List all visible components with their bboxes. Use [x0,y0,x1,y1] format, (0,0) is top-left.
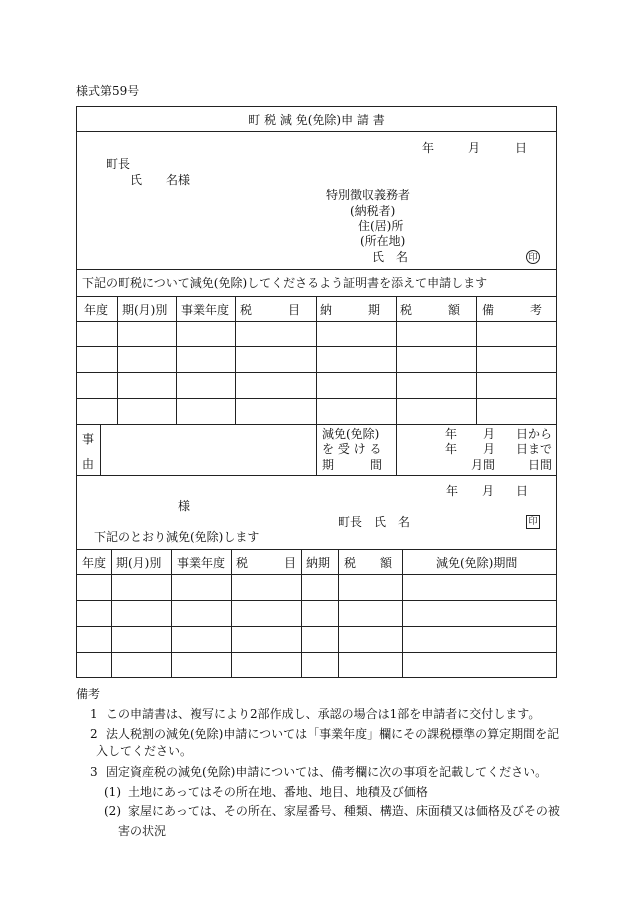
table-rule [396,296,397,424]
app-col-tax-item: 税 目 [240,303,301,317]
notice-seal: 印 [526,515,540,529]
remark-3-sub1-number: (1) [104,785,121,799]
period-to-year: 年 [445,442,458,456]
remark-3-sub2-number: (2) [104,804,121,818]
period-months: 月間 [471,458,496,472]
remark-2-text-line1: 法人税割の減免(免除)申請については「事業年度」欄にその課税標準の算定期間を記 [106,727,560,741]
app-col-due-date: 納 期 [320,303,381,317]
period-days: 日間 [528,458,553,472]
table-rule [76,600,557,601]
period-from-month: 月 [483,427,496,441]
remark-3-number: 3 [90,765,98,779]
applicant-label-address: 住(居)所 [358,219,404,233]
applicant-label-taxpayer: (納税者) [350,204,396,218]
addressee-name: 氏 名様 [130,173,191,187]
table-rule [402,549,403,678]
table-rule [76,652,557,653]
notice-addressee: 様 [178,499,191,513]
table-rule [100,424,101,476]
remark-2-text-line2: 入してください。 [96,744,193,758]
table-rule [476,296,477,424]
table-rule [338,549,339,678]
notice-col-period: 期(月)別 [116,556,162,570]
application-title: 町 税 減 免(免除)申 請 書 [248,113,385,127]
table-rule [76,574,557,575]
remark-3-text: 固定資産税の減免(免除)申請については、備考欄に次の事項を記載してください。 [106,765,548,779]
app-col-tax-amount: 税 額 [400,303,461,317]
period-from-year: 年 [445,427,458,441]
notice-col-due-date: 納期 [306,556,331,570]
table-rule [117,296,118,424]
period-label-2: を 受 け る [322,442,382,456]
period-to-month: 月 [483,442,496,456]
application-date-month-label: 月 [468,141,481,155]
notice-form [76,475,557,678]
notice-issuer: 町長 氏 名 [338,515,411,529]
table-rule [231,549,232,678]
divider [76,269,557,270]
application-date-day-label: 日 [515,141,528,155]
table-rule [301,549,302,678]
applicant-seal: 印 [526,250,540,264]
table-rule [76,626,557,627]
applicant-label-withholder: 特別徴収義務者 [326,188,411,202]
table-rule [111,549,112,678]
remark-3-sub2-text-line1: 家屋にあっては、その所在、家屋番号、種類、構造、床面積又は価格及びその被 [128,804,560,818]
app-col-fiscal-year: 年度 [84,303,109,317]
period-label-1: 減免(免除) [322,427,380,441]
app-col-business-year: 事業年度 [181,303,230,317]
table-rule [171,549,172,678]
remark-1-text: この申請書は、複写により2部作成し、承認の場合は1部を申請者に交付します。 [106,707,541,721]
addressee-mayor: 町長 [106,157,131,171]
notice-statement: 下記のとおり減免(免除)します [94,530,260,544]
remark-3-sub2-text-line2: 害の状況 [118,824,167,838]
notice-col-business-year: 事業年度 [177,556,226,570]
reason-label-2: 由 [82,457,95,471]
remarks-heading: 備考 [76,687,101,701]
notice-date-month-label: 月 [482,484,495,498]
notice-date-year-label: 年 [446,484,459,498]
table-rule [396,424,397,476]
table-rule [316,296,317,476]
notice-col-fiscal-year: 年度 [82,556,107,570]
divider [76,549,557,550]
remark-3-sub1-text: 土地にあってはその所在地、番地、地目、地積及び価格 [128,785,428,799]
divider [76,131,557,132]
form-number: 様式第59号 [76,84,140,98]
app-col-remarks: 備 考 [482,303,543,317]
notice-col-tax-amount: 税 額 [344,556,393,570]
notice-date-day-label: 日 [516,484,529,498]
table-rule [235,296,236,424]
table-rule [176,296,177,424]
application-date-year-label: 年 [422,141,435,155]
applicant-label-location: (所在地) [360,234,406,248]
application-statement: 下記の町税について減免(免除)してくださるよう証明書を添えて申請します [82,276,488,290]
period-label-3: 期 間 [322,458,383,472]
applicant-label-name: 氏 名 [372,250,409,264]
notice-col-exemption-period: 減免(免除)期間 [436,556,518,570]
reason-label-1: 事 [82,432,95,446]
period-from-day: 日から [516,427,553,441]
period-to-day: 日まで [516,442,553,456]
app-col-period: 期(月)別 [122,303,168,317]
notice-col-tax-item: 税 目 [236,556,297,570]
remark-1-number: 1 [90,707,98,721]
remark-2-number: 2 [90,727,98,741]
